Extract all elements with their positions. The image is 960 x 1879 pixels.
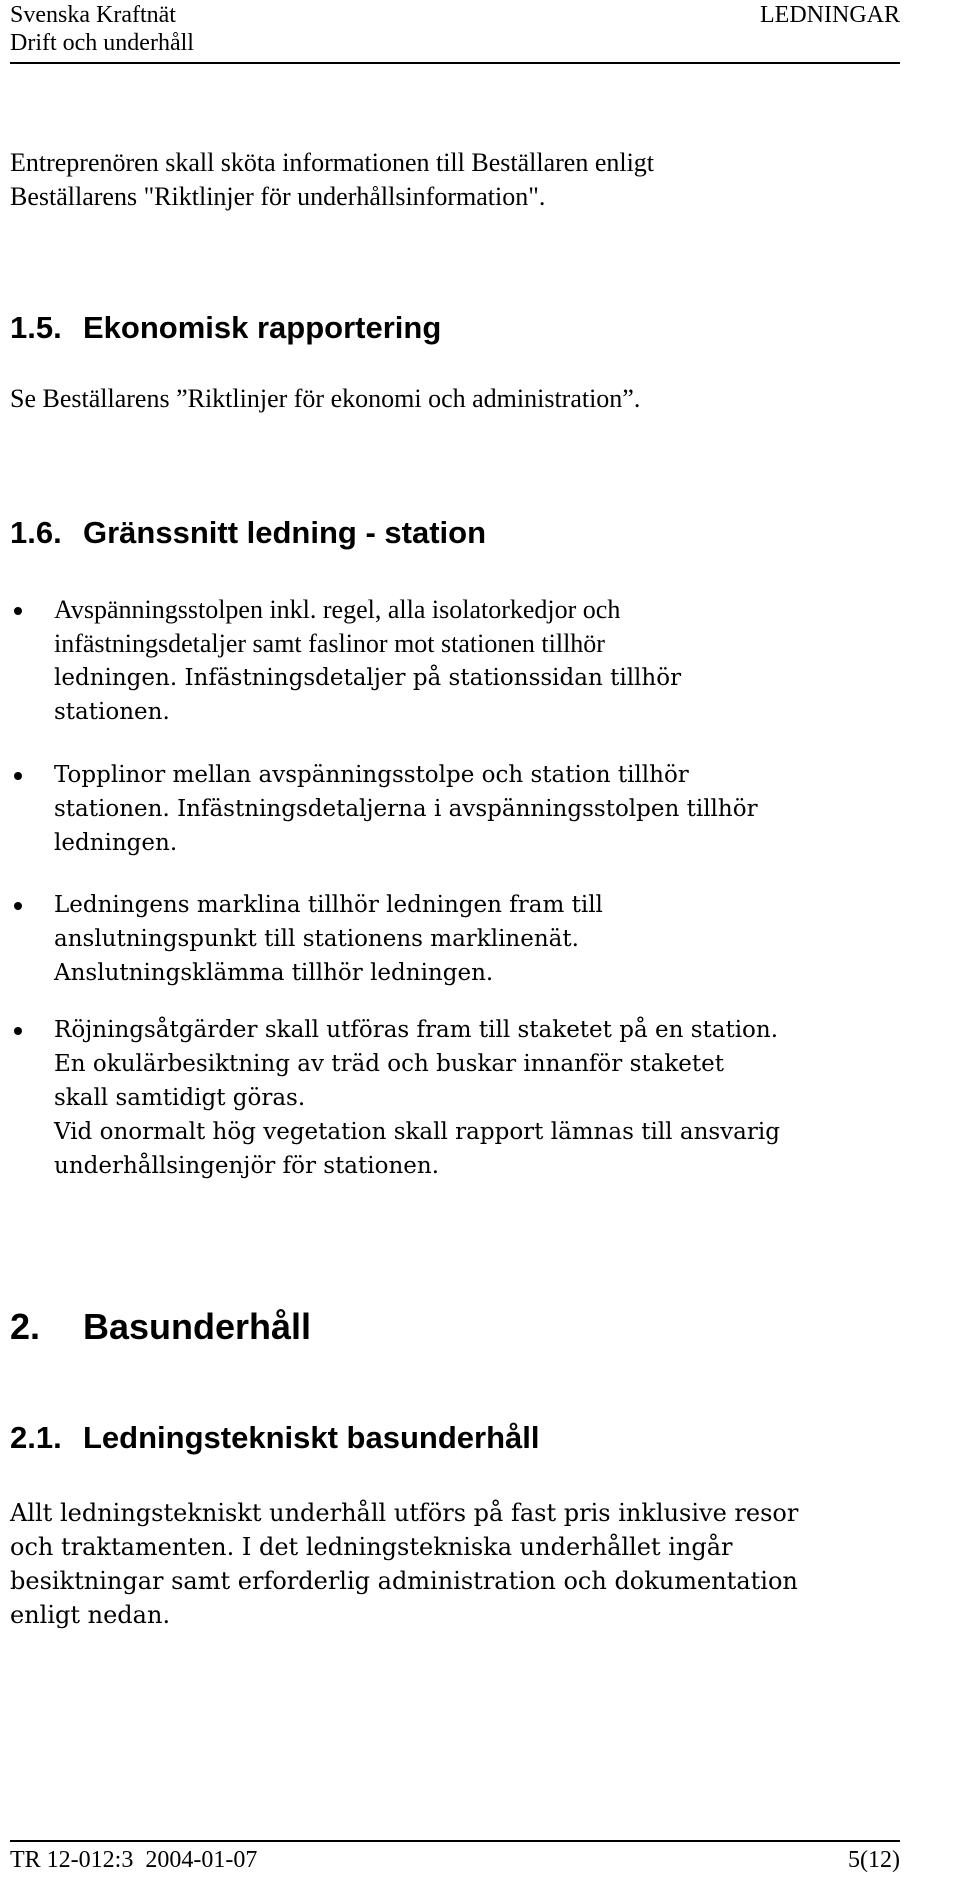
intro-line-1: Entreprenören skall sköta informationen till Beställaren enligt bbox=[10, 148, 655, 177]
section-2-number: 2. bbox=[10, 1306, 41, 1347]
footer-page-number: 5(12) bbox=[848, 1847, 900, 1873]
section-1-5-text: Se Beställarens ”Riktlinjer för ekonomi och administration”. bbox=[10, 384, 641, 413]
bullet-dot-icon bbox=[14, 902, 22, 910]
bullet-dot-icon bbox=[14, 772, 22, 780]
page-header bbox=[10, 0, 900, 64]
section-1-5-heading bbox=[10, 308, 910, 348]
section-1-6-number: 1.6. bbox=[10, 515, 62, 550]
footer-doc-ref: TR 12-012:3 2004-01-07 bbox=[10, 1847, 258, 1873]
section-2-heading bbox=[10, 1305, 910, 1349]
intro-paragraph bbox=[10, 146, 910, 214]
section-2-1-number: 2.1. bbox=[10, 1420, 62, 1455]
section-1-6-title: Gränssnitt ledning - station bbox=[83, 515, 487, 550]
intro-line-2: Beställarens "Riktlinjer för underhållsinformation". bbox=[10, 182, 546, 211]
header-doc-type: LEDNINGAR bbox=[760, 2, 900, 28]
section-2-1-title: Ledningstekniskt basunderhåll bbox=[83, 1420, 540, 1455]
section-1-6-heading bbox=[10, 513, 910, 553]
header-dept: Drift och underhåll bbox=[10, 30, 194, 56]
section-2-title: Basunderhåll bbox=[83, 1306, 312, 1347]
bullet-dot-icon bbox=[14, 1027, 22, 1035]
section-1-5-title: Ekonomisk rapportering bbox=[83, 310, 442, 345]
section-1-5-number: 1.5. bbox=[10, 310, 62, 345]
bullet-dot-icon bbox=[14, 607, 22, 615]
page-footer bbox=[10, 1840, 900, 1879]
section-2-1-heading bbox=[10, 1418, 910, 1458]
section-2-1-paragraph: Allt ledningstekniskt underhåll utförs på fast pris inklusive resor och traktamenten. I det ledningstekniska underhållet ingår besiktningar samt erforderlig administration och dokumentation enligt nedan. bbox=[10, 1499, 799, 1629]
header-org: Svenska Kraftnät bbox=[10, 2, 176, 28]
